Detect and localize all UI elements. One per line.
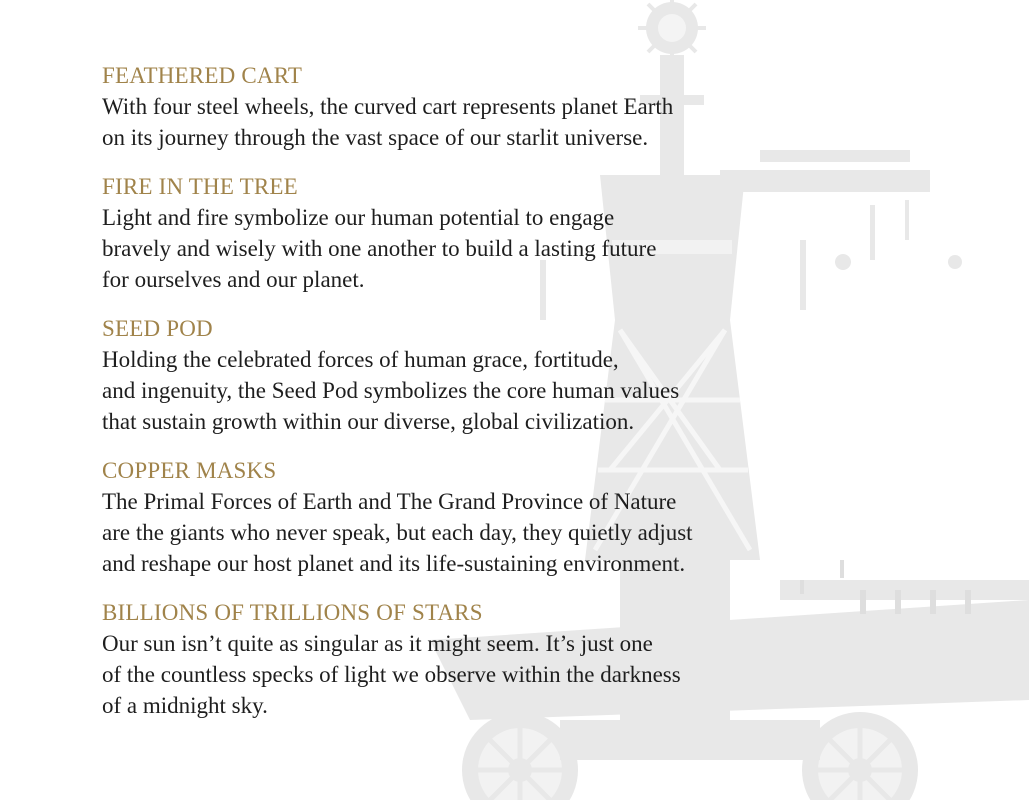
section-heading: SEED POD bbox=[102, 316, 213, 341]
body-line: Light and fire symbolize our human potential to engage bbox=[102, 205, 615, 230]
description-list bbox=[102, 60, 802, 739]
section-heading: COPPER MASKS bbox=[102, 458, 277, 483]
body-line: for ourselves and our planet. bbox=[102, 267, 365, 292]
section-fire-in-the-tree bbox=[102, 171, 802, 295]
body-line: Our sun isn’t quite as singular as it might seem. It’s just one bbox=[102, 631, 653, 656]
body-line: With four steel wheels, the curved cart represents planet Earth bbox=[102, 94, 674, 119]
body-line: on its journey through the vast space of our starlit universe. bbox=[102, 125, 649, 150]
body-line: that sustain growth within our diverse, global civilization. bbox=[102, 409, 635, 434]
body-line: are the giants who never speak, but each day, they quietly adjust bbox=[102, 520, 693, 545]
body-line: and reshape our host planet and its life-sustaining environment. bbox=[102, 551, 686, 576]
section-billions-of-trillions-of-stars bbox=[102, 597, 802, 721]
body-line: of a midnight sky. bbox=[102, 693, 268, 718]
section-heading: FIRE IN THE TREE bbox=[102, 174, 298, 199]
body-line: bravely and wisely with one another to build a lasting future bbox=[102, 236, 657, 261]
section-heading: BILLIONS OF TRILLIONS OF STARS bbox=[102, 600, 483, 625]
body-line: of the countless specks of light we observe within the darkness bbox=[102, 662, 681, 687]
section-feathered-cart bbox=[102, 60, 802, 153]
section-seed-pod bbox=[102, 313, 802, 437]
section-heading: FEATHERED CART bbox=[102, 63, 303, 88]
body-line: The Primal Forces of Earth and The Grand Province of Nature bbox=[102, 489, 677, 514]
body-line: Holding the celebrated forces of human grace, fortitude, bbox=[102, 347, 619, 372]
body-line: and ingenuity, the Seed Pod symbolizes the core human values bbox=[102, 378, 680, 403]
section-copper-masks bbox=[102, 455, 802, 579]
